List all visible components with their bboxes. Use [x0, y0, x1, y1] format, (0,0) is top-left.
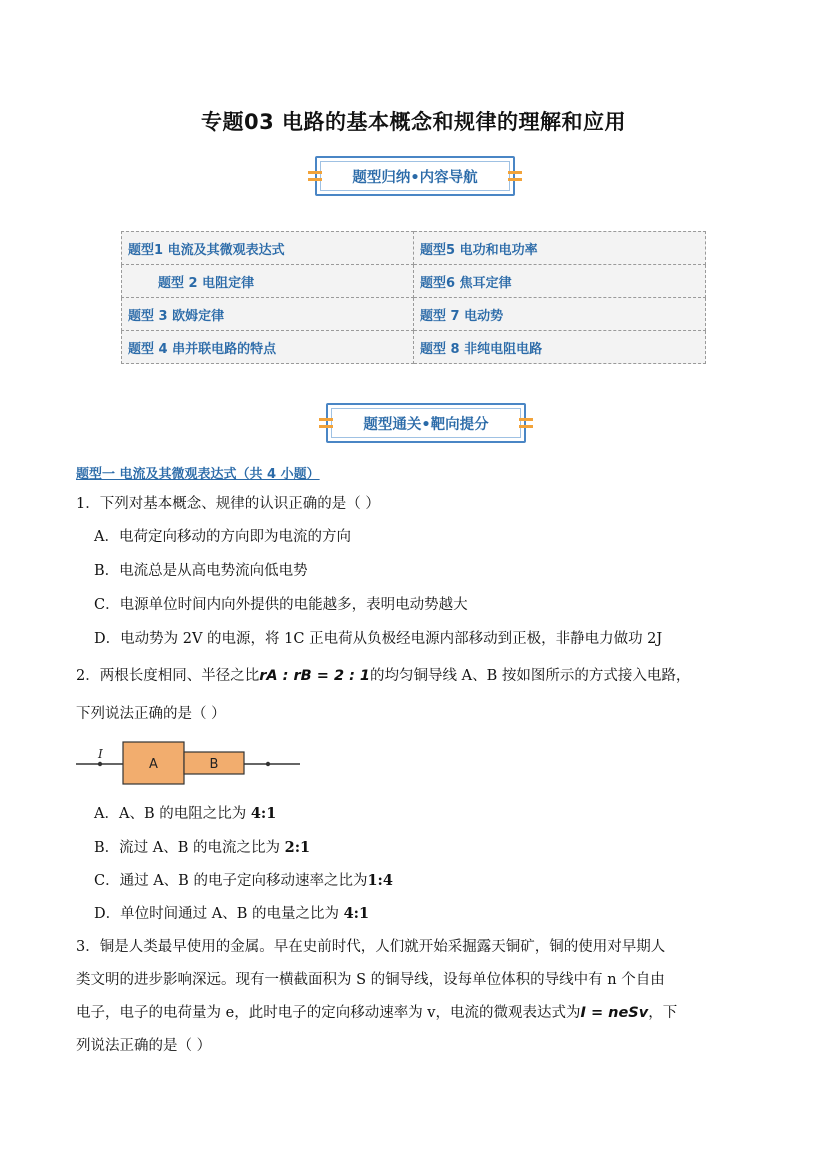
conductor-b-label: B — [209, 757, 219, 772]
question-2-option-b — [94, 838, 310, 858]
nav-item-topic-3[interactable]: 题型 3 欧姆定律 — [122, 298, 414, 331]
nav-item-topic-1[interactable]: 题型1 电流及其微观表达式 — [122, 232, 414, 265]
question-3-line-3-text: 电子，电子的电荷量为 e，此时电子的定向移动速率为 v，电流的微观表达式为 — [76, 1005, 581, 1021]
wire-terminal-dot — [266, 762, 270, 766]
table-row — [122, 265, 706, 298]
topic-navigation-table — [121, 231, 706, 364]
nav-item-topic-4[interactable]: 题型 4 串并联电路的特点 — [122, 331, 414, 364]
question-1-option-a: A．电荷定向移动的方向即为电流的方向 — [94, 529, 351, 545]
nav-item-topic-6[interactable]: 题型6 焦耳定律 — [414, 265, 706, 298]
option-text: B．流过 A、B 的电流之比为 — [94, 840, 285, 856]
question-2-ratio: rA : rB = 2 : 1 — [259, 668, 371, 684]
question-2-stem-part-a: 2．两根长度相同、半径之比 — [76, 668, 260, 684]
option-value: 2:1 — [284, 839, 311, 856]
question-2-stem — [76, 666, 690, 686]
table-row — [122, 232, 706, 265]
option-text: C．通过 A、B 的电子定向移动速率之比为 — [94, 873, 368, 889]
table-row — [122, 298, 706, 331]
banner-cap-right — [508, 171, 522, 181]
question-3-line-3 — [76, 1003, 677, 1023]
banner-content-navigation — [315, 156, 515, 196]
question-2-circuit-figure — [76, 740, 300, 788]
question-1-option-b: B．电流总是从高电势流向低电势 — [94, 563, 308, 579]
banner-cap-right — [519, 418, 533, 428]
question-1-option-c: C．电源单位时间内向外提供的电能越多，表明电动势越大 — [94, 597, 468, 613]
nav-item-topic-7[interactable]: 题型 7 电动势 — [414, 298, 706, 331]
banner-practice — [326, 403, 526, 443]
current-label: I — [98, 747, 103, 761]
question-2-option-d — [94, 904, 369, 924]
question-3-line-1: 3．铜是人类最早使用的金属。早在史前时代，人们就开始采掘露天铜矿，铜的使用对早期人 — [76, 939, 666, 955]
banner-label: 题型通关•靶向提分 — [363, 416, 489, 433]
question-3-line-4: 列说法正确的是（ ） — [76, 1038, 212, 1054]
nav-item-topic-5[interactable]: 题型5 电功和电功率 — [414, 232, 706, 265]
page-title: 专题03 电路的基本概念和规律的理解和应用 — [200, 110, 627, 134]
question-2-stem-part-b: 的均匀铜导线 A、B 按如图所示的方式接入电路， — [370, 668, 691, 684]
question-1-option-d: D．电动势为 2V 的电源，将 1C 正电荷从负极经电源内部移动到正极，非静电力做功 2J — [94, 631, 663, 647]
current-arrow-dot — [98, 762, 102, 766]
table-row — [122, 331, 706, 364]
question-2-stem-line-2: 下列说法正确的是（ ） — [76, 706, 226, 722]
question-3-line-3-tail: ，下 — [648, 1005, 678, 1021]
banner-cap-left — [308, 171, 322, 181]
nav-item-topic-8[interactable]: 题型 8 非纯电阻电路 — [414, 331, 706, 364]
question-2-option-a — [94, 804, 276, 824]
option-text: D．单位时间通过 A、B 的电量之比为 — [94, 906, 344, 922]
question-3-line-2: 类文明的进步影响深远。现有一横截面积为 S 的铜导线，设每单位体积的导线中有 n 个自由 — [76, 972, 665, 988]
banner-label: 题型归纳•内容导航 — [352, 169, 478, 186]
question-1-stem: 1．下列对基本概念、规律的认识正确的是（ ） — [76, 496, 380, 512]
option-value: 4:1 — [250, 805, 277, 822]
conductor-a-label: A — [149, 757, 158, 772]
banner-cap-left — [319, 418, 333, 428]
question-3-formula: I = neSv — [580, 1005, 649, 1021]
question-2-option-c — [94, 871, 393, 891]
nav-item-topic-2[interactable]: 题型 2 电阻定律 — [122, 265, 414, 298]
option-value: 4:1 — [343, 905, 370, 922]
option-text: A．A、B 的电阻之比为 — [94, 806, 251, 822]
section-heading: 题型一 电流及其微观表达式（共 4 小题） — [76, 467, 320, 482]
option-value: 1:4 — [367, 872, 393, 889]
